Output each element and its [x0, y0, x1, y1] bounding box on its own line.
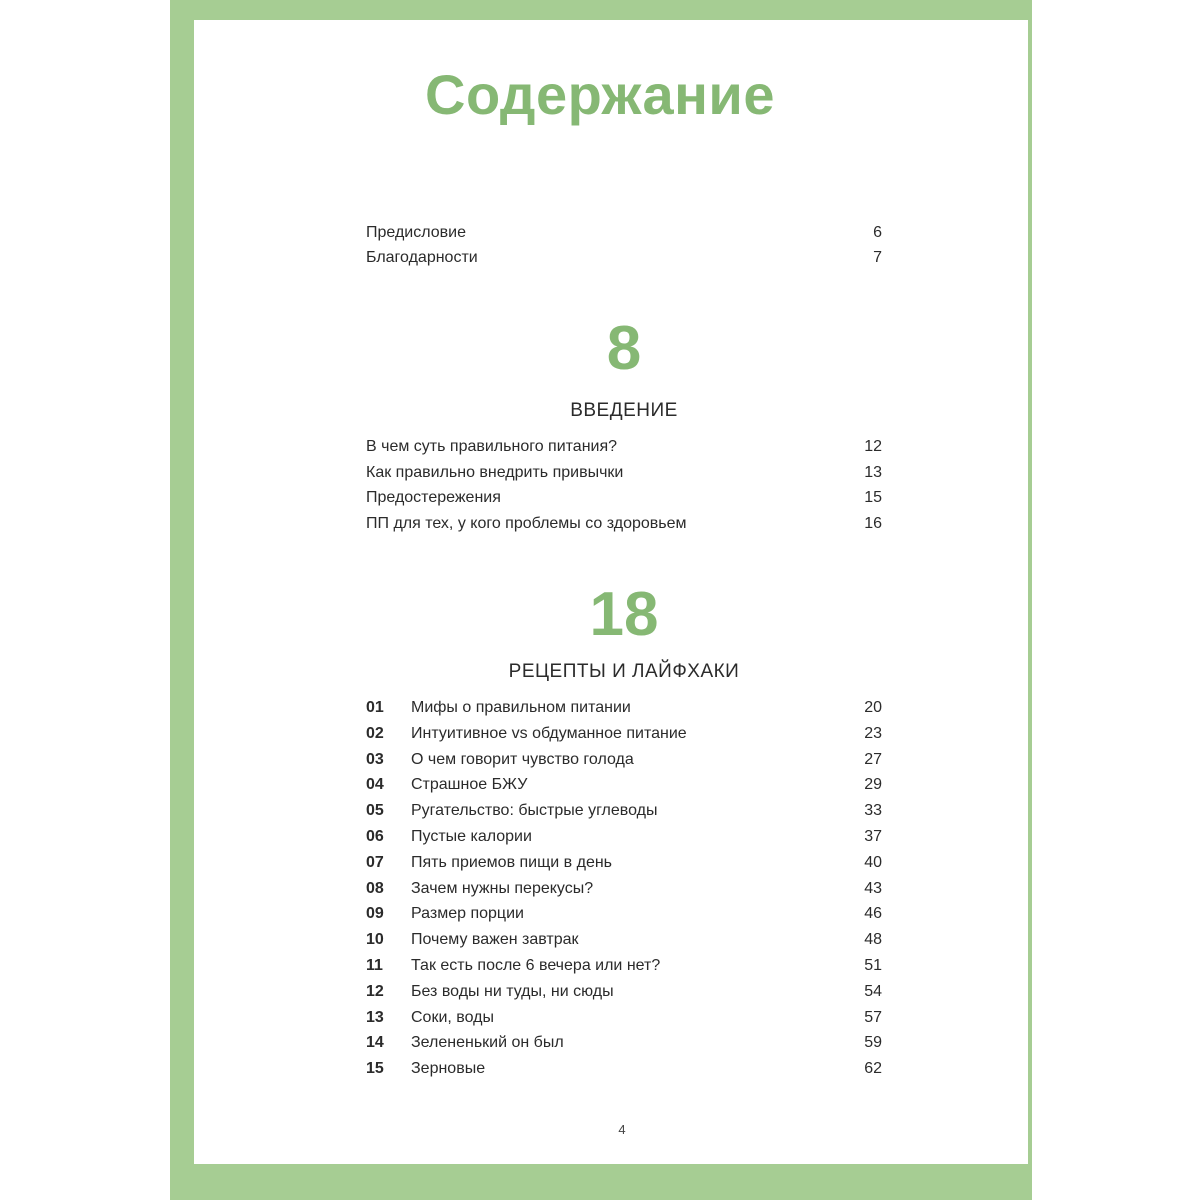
chapter-page: 29: [864, 776, 882, 794]
toc-entry[interactable]: [366, 436, 882, 458]
chapter-page: 37: [864, 828, 882, 845]
toc-chapter-entry[interactable]: [366, 1032, 882, 1054]
toc-chapter-entry[interactable]: [366, 749, 882, 771]
chapter-label: Зачем нужны перекусы?: [411, 879, 594, 897]
chapter-label: Пустые калории: [411, 828, 532, 845]
chapter-number: 11: [366, 957, 383, 974]
section-number: 18: [589, 580, 659, 649]
section-number: 8: [606, 314, 642, 383]
entry-page: 7: [873, 249, 882, 266]
entry-label: Предостережения: [366, 489, 501, 506]
chapter-number: 01: [366, 699, 384, 716]
chapter-label: Интуитивное vs обдуманное питание: [411, 724, 687, 742]
chapter-label: Ругательство: быстрые углеводы: [411, 802, 658, 820]
chapter-label: Соки, воды: [411, 1008, 494, 1026]
toc-entry[interactable]: [366, 487, 882, 509]
chapter-page: 33: [864, 802, 882, 820]
chapter-label: Размер порции: [411, 905, 524, 923]
entry-label: Предисловие: [366, 224, 466, 241]
toc-entry[interactable]: [366, 462, 882, 484]
chapter-page: 62: [864, 1060, 882, 1078]
chapter-page: 23: [864, 724, 882, 742]
chapter-label: Страшное БЖУ: [411, 776, 528, 794]
chapter-label: Так есть после 6 вечера или нет?: [411, 957, 661, 974]
toc-chapter-entry[interactable]: [366, 852, 882, 874]
toc-chapter-entry[interactable]: [366, 826, 882, 848]
entry-page: 16: [864, 515, 882, 532]
chapter-number: 12: [366, 982, 384, 1000]
chapter-label: Пять приемов пищи в день: [411, 853, 613, 871]
chapter-page: 20: [864, 699, 882, 716]
toc-chapter-entry[interactable]: [366, 774, 882, 796]
chapter-number: 13: [366, 1008, 384, 1026]
page-number: 4: [618, 1122, 626, 1137]
entry-label: В чем суть правильного питания?: [366, 438, 618, 455]
entry-label: Как правильно внедрить привычки: [366, 464, 624, 481]
toc-entry-foreword[interactable]: [366, 222, 882, 244]
toc-entry-acknowledgements[interactable]: [366, 247, 882, 269]
chapter-label: Почему важен завтрак: [411, 931, 579, 949]
entry-page: 15: [864, 489, 882, 506]
toc-entry[interactable]: [366, 513, 882, 535]
chapter-label: Зерновые: [411, 1060, 486, 1078]
toc-chapter-entry[interactable]: [366, 981, 882, 1003]
section-title: РЕЦЕПТЫ И ЛАЙФХАКИ: [508, 661, 740, 682]
chapter-label: О чем говорит чувство голода: [411, 750, 634, 768]
chapter-page: 43: [864, 879, 882, 897]
chapter-label: Зелененький он был: [411, 1034, 564, 1052]
chapter-number: 10: [366, 931, 384, 949]
chapter-page: 46: [864, 905, 882, 923]
chapter-page: 40: [864, 853, 882, 871]
entry-label: Благодарности: [366, 249, 478, 266]
chapter-page: 27: [864, 750, 882, 768]
chapter-number: 02: [366, 724, 384, 742]
chapter-number: 15: [366, 1060, 384, 1078]
page-title: Содержание: [425, 63, 775, 126]
chapter-page: 51: [864, 957, 882, 974]
chapter-number: 06: [366, 828, 384, 845]
toc-chapter-entry[interactable]: [366, 878, 882, 900]
toc-chapter-entry[interactable]: [366, 800, 882, 822]
chapter-page: 57: [864, 1008, 882, 1026]
chapter-number: 03: [366, 750, 384, 768]
chapter-page: 54: [864, 982, 882, 1000]
entry-label: ПП для тех, у кого проблемы со здоровьем: [366, 515, 687, 532]
entry-page: 12: [864, 438, 882, 455]
toc-chapter-entry[interactable]: [366, 903, 882, 925]
section-title: ВВЕДЕНИЕ: [570, 400, 678, 421]
chapter-number: 07: [366, 853, 384, 871]
chapter-number: 04: [366, 776, 384, 794]
toc-chapter-entry[interactable]: [366, 1007, 882, 1029]
chapter-page: 59: [864, 1034, 882, 1052]
chapter-number: 08: [366, 879, 384, 897]
toc-chapter-entry[interactable]: [366, 723, 882, 745]
toc-chapter-entry[interactable]: [366, 929, 882, 951]
toc-chapter-entry[interactable]: [366, 955, 882, 977]
toc-chapter-entry[interactable]: [366, 697, 882, 719]
chapter-label: Мифы о правильном питании: [411, 699, 631, 716]
chapter-number: 09: [366, 905, 384, 923]
chapter-number: 14: [366, 1034, 384, 1052]
entry-page: 13: [864, 464, 882, 481]
chapter-number: 05: [366, 802, 384, 820]
chapter-label: Без воды ни туды, ни сюды: [411, 982, 614, 1000]
chapter-page: 48: [864, 931, 882, 949]
entry-page: 6: [873, 224, 882, 241]
toc-chapter-entry[interactable]: [366, 1058, 882, 1080]
